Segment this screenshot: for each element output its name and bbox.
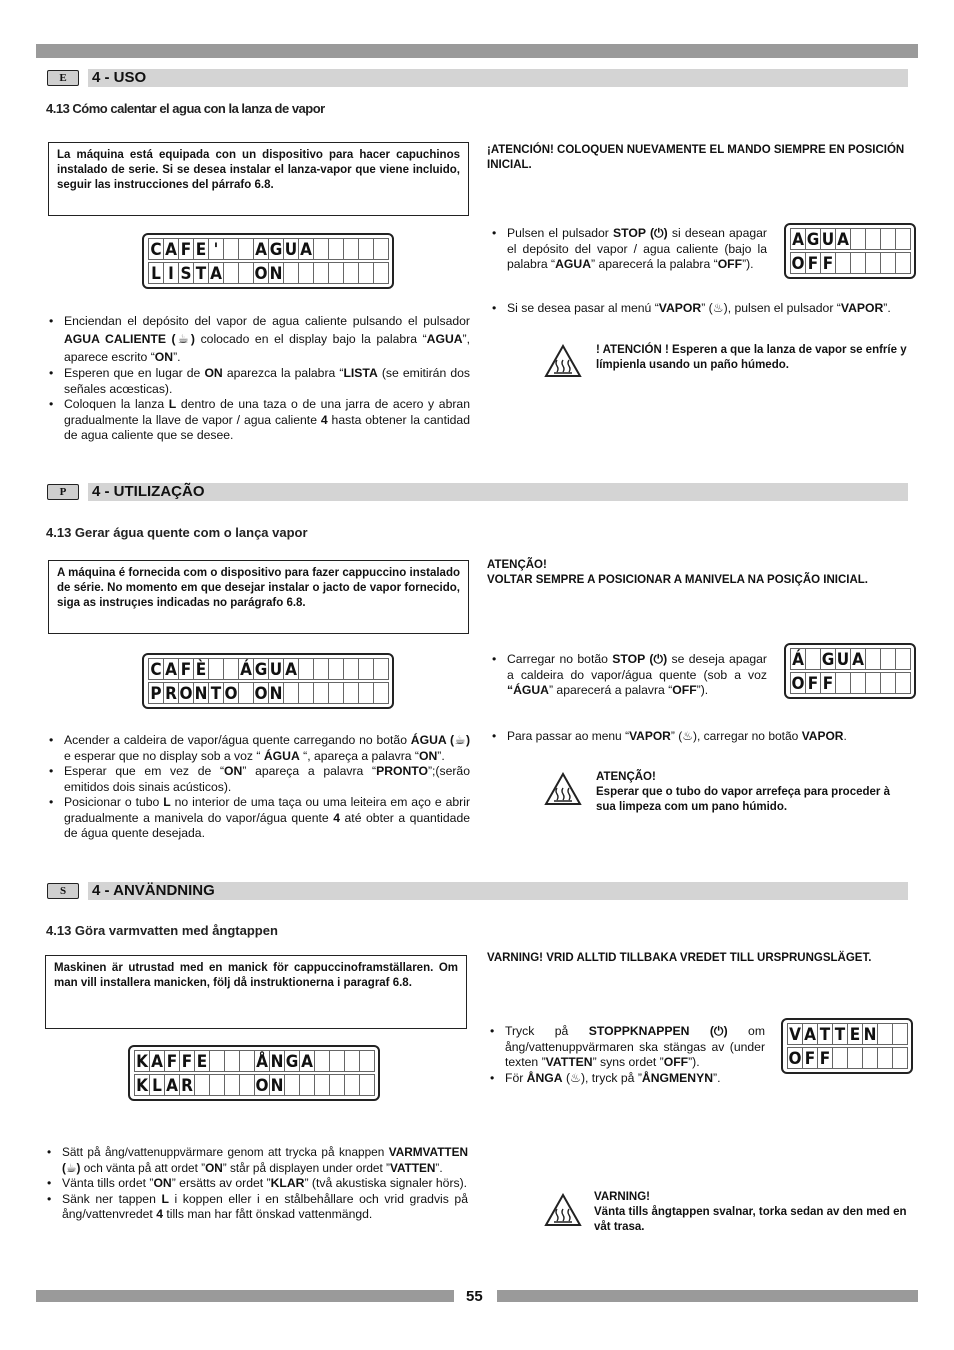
instructions-pt — [46, 733, 470, 842]
display-char: E — [847, 1023, 863, 1045]
display-char — [328, 658, 344, 680]
subsection-title-sv: 4.13 Göra varmvatten med ångtappen — [46, 923, 278, 938]
display-char — [298, 658, 314, 680]
instructions-es — [46, 312, 470, 444]
section-header-es — [88, 69, 908, 87]
display-char — [343, 262, 359, 284]
display-char — [865, 672, 881, 694]
display-char — [358, 238, 374, 260]
display-char: G — [254, 660, 268, 680]
display-char — [895, 228, 911, 250]
display-char: Å — [254, 1050, 270, 1072]
display-char: L — [149, 1074, 165, 1096]
language-tag-sv: S — [47, 883, 79, 899]
display-char — [850, 228, 866, 250]
display-row — [134, 1074, 374, 1096]
display-char: ' — [208, 238, 224, 260]
display-char: I — [163, 262, 179, 284]
display-pt-right — [784, 643, 916, 699]
display-char: F — [178, 658, 194, 680]
display-row — [790, 672, 910, 694]
display-char — [209, 1074, 225, 1096]
bottom-rule-right — [497, 1290, 918, 1302]
display-char: A — [164, 1074, 180, 1096]
display-char: F — [802, 1047, 818, 1069]
display-char: S — [178, 262, 194, 284]
display-char: T — [208, 682, 224, 704]
language-tag-pt: P — [47, 484, 79, 500]
display-char: U — [821, 230, 835, 250]
display-char — [835, 252, 851, 274]
info-box-sv: Maskinen är utrustad med en manick för cappuccinoframställaren. Om man vill installera manicken, följ då instruktionerna i paragraf 6.8. — [45, 955, 467, 1029]
display-char — [313, 658, 329, 680]
display-char — [358, 658, 374, 680]
display-char: T — [817, 1023, 833, 1045]
list-item: • Pulsen el pulsador STOP (⏻) si desean apagar el depósito del vapor / agua caliente (bajo la palabra “AGUA” aparecerá la palabra “OFF”). — [489, 226, 767, 273]
display-char — [892, 1023, 908, 1045]
display-char — [238, 682, 254, 704]
display-char — [877, 1023, 893, 1045]
display-char: F — [179, 1050, 195, 1072]
section-title-pt: 4 - UTILIZAÇÃO — [92, 483, 205, 500]
warning-body-pt: VOLTAR SEMPRE A POSICIONAR A MANIVELA NA POSIÇÃO INICIAL. — [487, 574, 869, 586]
display-char — [865, 228, 881, 250]
display-char — [373, 262, 389, 284]
display-char: A — [802, 1023, 818, 1045]
hot-warning-title-sv: VARNING! — [594, 1191, 651, 1203]
hot-surface-warning-icon — [544, 1193, 582, 1227]
steam-icon: ♨ — [570, 1070, 581, 1085]
display-char — [208, 658, 224, 680]
display-char: F — [820, 252, 836, 274]
display-char — [313, 238, 329, 260]
info-box-pt: A máquina é fornecida com o dispositivo para fazer cappuccino instalado de série. No momento em que desejar instalar o jacto de vapor fornecido, siga as instruçıes indicadas no parágrafo 6.8. — [48, 560, 469, 634]
display-char — [298, 262, 314, 284]
steam-icon: ♨ — [712, 301, 724, 315]
display-char: U — [269, 660, 283, 680]
display-char — [329, 1050, 345, 1072]
display-char: R — [179, 1074, 195, 1096]
cup-icon: ☕ — [65, 1160, 77, 1175]
display-char — [832, 1047, 848, 1069]
display-char — [877, 1047, 893, 1069]
language-tag-es: E — [47, 70, 79, 86]
cup-icon: ☕ — [175, 332, 191, 346]
display-char: Á — [238, 658, 254, 680]
display-char: T — [832, 1023, 848, 1045]
display-char: A — [163, 658, 179, 680]
display-char — [314, 1050, 330, 1072]
display-char — [373, 658, 389, 680]
display-char — [223, 658, 239, 680]
display-char — [865, 252, 881, 274]
display-char: A — [253, 238, 269, 260]
instructions-pt-right — [489, 652, 767, 699]
info-box-es: La máquina está equipada con un dispositivo para hacer capuchinos instalado de serie. Si se desea instalar el lanza-vapor que viene incluido, seguir las instrucciones del párrafo 6.8. — [48, 142, 469, 216]
display-char: G — [821, 650, 835, 670]
display-char — [239, 1074, 255, 1096]
display-char — [314, 1074, 330, 1096]
warning-es: ¡ATENCIÓN! COLOQUEN NUEVAMENTE EL MANDO SIEMPRE EN POSICIÓN INICIAL. — [487, 144, 905, 171]
display-char — [850, 672, 866, 694]
display-row — [148, 262, 388, 284]
display-row — [790, 228, 910, 250]
display-char — [313, 262, 329, 284]
instructions-es-right — [489, 226, 767, 273]
display-char — [223, 262, 239, 284]
display-char: A — [850, 648, 866, 670]
list-item: • För ÅNGA (♨), tryck på ”ÅNGMENYN”. — [487, 1071, 765, 1087]
display-char — [224, 1050, 240, 1072]
display-char: K — [134, 1074, 150, 1096]
display-char: R — [163, 682, 179, 704]
display-char — [328, 262, 344, 284]
display-char: P — [148, 682, 164, 704]
display-char — [343, 658, 359, 680]
list-item: • Vänta tills ordet ”ON” ersätts av ordet ”KLAR” (två akustiska signaler hörs). — [44, 1176, 468, 1192]
display-char — [344, 1074, 360, 1096]
display-char — [239, 1050, 255, 1072]
display-char — [194, 1074, 210, 1096]
display-char: Á — [790, 648, 806, 670]
display-char — [224, 1074, 240, 1096]
bottom-rule-left — [36, 1290, 454, 1302]
display-char: K — [134, 1050, 150, 1072]
display-char: A — [163, 238, 179, 260]
warning-sv: VARNING! VRID ALLTID TILLBAKA VREDET TILL URSPRUNGSLÄGET. — [487, 952, 872, 964]
display-char: F — [820, 672, 836, 694]
display-char — [835, 672, 851, 694]
hot-surface-warning-icon — [544, 344, 582, 378]
display-char: O — [224, 684, 238, 704]
display-char — [373, 238, 389, 260]
display-char — [895, 252, 911, 274]
display-row — [148, 682, 388, 704]
display-char: A — [208, 262, 224, 284]
display-row — [134, 1050, 374, 1072]
display-char — [373, 682, 389, 704]
display-row — [790, 252, 910, 274]
display-char — [328, 238, 344, 260]
display-char: G — [806, 230, 820, 250]
display-char — [284, 1074, 300, 1096]
display-char — [209, 1050, 225, 1072]
display-char: F — [178, 238, 194, 260]
hot-warning-title-pt: ATENÇÃO! — [596, 771, 656, 783]
section-title-es: 4 - USO — [92, 69, 147, 86]
hot-surface-warning-icon — [544, 772, 582, 806]
display-char: G — [269, 240, 283, 260]
power-icon: ⏻ — [713, 1024, 724, 1038]
list-item: • Esperen que en lugar de ON aparezca la palabra “LISTA (se emitirán dos señales acœsticas). — [46, 366, 470, 397]
list-item: • Tryck på STOPPKNAPPEN (⏻) om ång/vattenuppvärmaren ska stängas av (under texten ”VATTEN” syns ordet ”OFF”). — [487, 1024, 765, 1071]
list-item: • Carregar no botão STOP (⏻) se deseja apagar a caldeira do vapor/água quente (sob a voz “ÁGUA” aparecerá a palavra “OFF”). — [489, 652, 767, 699]
display-char: E — [194, 1050, 210, 1072]
hot-warning-es: ! ATENCIÓN ! Esperen a que la lanza de vapor se enfríe y límpienla usando un paño húmedo. — [596, 344, 907, 371]
display-sv-right — [781, 1018, 913, 1074]
display-char: C — [148, 658, 164, 680]
display-char — [895, 648, 911, 670]
display-char: A — [790, 228, 806, 250]
display-char — [862, 1047, 878, 1069]
display-char — [223, 238, 239, 260]
display-char — [343, 682, 359, 704]
display-char: A — [299, 1050, 315, 1072]
display-char: O — [179, 684, 193, 704]
display-char — [343, 238, 359, 260]
instructions-sv — [44, 1145, 468, 1223]
display-char — [880, 672, 896, 694]
display-row — [148, 658, 388, 680]
display-char — [298, 682, 314, 704]
display-char: O — [791, 674, 805, 694]
display-char: F — [164, 1050, 180, 1072]
display-char: A — [149, 1050, 165, 1072]
display-char — [805, 648, 821, 670]
display-char — [283, 262, 299, 284]
display-char: N — [269, 684, 283, 704]
display-es-left — [142, 233, 394, 289]
instructions-es-right-2 — [489, 301, 911, 317]
list-item: • Coloquen la lanza L dentro de una taza o de una jarra de acero y abran gradualmente la llave de vapor / agua caliente 4 hasta obtener la cantidad de agua caliente que se desee. — [46, 397, 470, 444]
hot-warning-pt — [596, 770, 911, 815]
steam-icon: ♨ — [682, 729, 693, 743]
display-char: F — [817, 1047, 833, 1069]
list-item: • Para passar ao menu “VAPOR” (♨), carregar no botão VAPOR. — [489, 729, 911, 745]
display-char: N — [194, 684, 208, 704]
display-char: N — [270, 1076, 284, 1096]
display-char — [313, 682, 329, 704]
display-char — [847, 1047, 863, 1069]
instructions-sv-right — [487, 1024, 765, 1086]
display-char: A — [283, 658, 299, 680]
display-char: N — [270, 1052, 284, 1072]
hot-warning-body-pt: Esperar que o tubo do vapor arrefeça para proceder à sua limpeza com um pano húmido. — [596, 786, 890, 813]
display-char — [865, 648, 881, 670]
display-char — [895, 672, 911, 694]
display-char: F — [805, 672, 821, 694]
power-icon: ⏻ — [654, 226, 664, 240]
display-row — [787, 1023, 907, 1045]
list-item: • Si se desea pasar al menú “VAPOR” (♨), pulsen el pulsador “VAPOR”. — [489, 301, 911, 317]
list-item: • Posicionar o tubo L no interior de uma taça ou uma leiteira em aço e abrir gradualmente a manivela do vapor/água quente 4 até obter a quantidade de água quente desejada. — [46, 795, 470, 842]
display-char — [283, 682, 299, 704]
display-char: È — [193, 658, 209, 680]
power-icon: ⏻ — [653, 652, 664, 666]
display-char — [358, 682, 374, 704]
section-header-sv — [88, 882, 908, 900]
display-char: N — [863, 1025, 877, 1045]
display-char — [880, 252, 896, 274]
display-pt-left — [142, 653, 394, 709]
display-char: O — [254, 684, 268, 704]
display-char — [892, 1047, 908, 1069]
display-char: N — [269, 264, 283, 284]
display-char: A — [835, 228, 851, 250]
display-char: U — [284, 240, 298, 260]
list-item: • Sätt på ång/vattenuppvärmare genom att trycka på knappen VARMVATTEN (☕) och vänta på att ordet ”ON” står på displayen under ordet ”VATTEN”. — [44, 1145, 468, 1176]
warning-pt — [487, 558, 909, 588]
display-char: T — [193, 262, 209, 284]
display-char — [359, 1050, 375, 1072]
list-item: • Enciendan el depósito del vapor de agua caliente pulsando el pulsador AGUA CALIENTE (☕) colocado en el display bajo la palabra “AGUA”, aparece escrito “ON”. — [46, 312, 470, 366]
display-char: E — [193, 238, 209, 260]
display-char: O — [791, 254, 805, 274]
list-item: • Esperar que em vez de “ON” apareça a palavra “PRONTO”;(serão emitidos dois sinais acústicos). — [46, 764, 470, 795]
display-es-right — [784, 223, 916, 279]
display-char — [238, 262, 254, 284]
hot-warning-sv — [594, 1190, 909, 1235]
display-char: A — [298, 238, 314, 260]
display-row — [790, 648, 910, 670]
display-char — [358, 262, 374, 284]
display-char — [329, 1074, 345, 1096]
display-row — [148, 238, 388, 260]
display-char — [299, 1074, 315, 1096]
display-char — [880, 228, 896, 250]
subsection-title-es: 4.13 Cómo calentar el agua con la lanza de vapor — [46, 101, 325, 116]
display-char — [238, 238, 254, 260]
display-sv-left — [128, 1045, 380, 1101]
display-char: O — [788, 1049, 802, 1069]
display-char: F — [805, 252, 821, 274]
display-char: U — [836, 650, 850, 670]
hot-warning-body-sv: Vänta tills ångtappen svalnar, torka sedan av den med en våt trasa. — [594, 1206, 907, 1233]
subsection-title-pt: 4.13 Gerar água quente com o lança vapor — [46, 525, 308, 540]
display-char: G — [285, 1052, 299, 1072]
section-header-pt — [88, 483, 908, 501]
display-char: O — [255, 1076, 269, 1096]
display-char — [850, 252, 866, 274]
cup-icon: ☕ — [454, 733, 466, 747]
top-rule — [36, 44, 918, 58]
display-char: O — [254, 264, 268, 284]
display-char: V — [787, 1023, 803, 1045]
display-char — [344, 1050, 360, 1072]
display-row — [787, 1047, 907, 1069]
display-char: C — [148, 238, 164, 260]
display-char — [880, 648, 896, 670]
warning-title-pt: ATENÇÃO! — [487, 559, 547, 571]
list-item: • Acender a caldeira de vapor/água quente carregando no botão ÁGUA (☕) e esperar que no display sob a voz “ ÁGUA “, apareça a palavra “ON”. — [46, 733, 470, 764]
instructions-pt-right-2 — [489, 729, 911, 745]
display-char — [359, 1074, 375, 1096]
section-title-sv: 4 - ANVÄNDNING — [92, 882, 215, 899]
display-char — [328, 682, 344, 704]
page-number: 55 — [466, 1288, 483, 1305]
display-char: L — [148, 262, 164, 284]
list-item: • Sänk ner tappen L i koppen eller i en stålbehållare och vrid gradvis på ång/vattenvredet 4 tills man har fått önskad vattenmängd. — [44, 1192, 468, 1223]
